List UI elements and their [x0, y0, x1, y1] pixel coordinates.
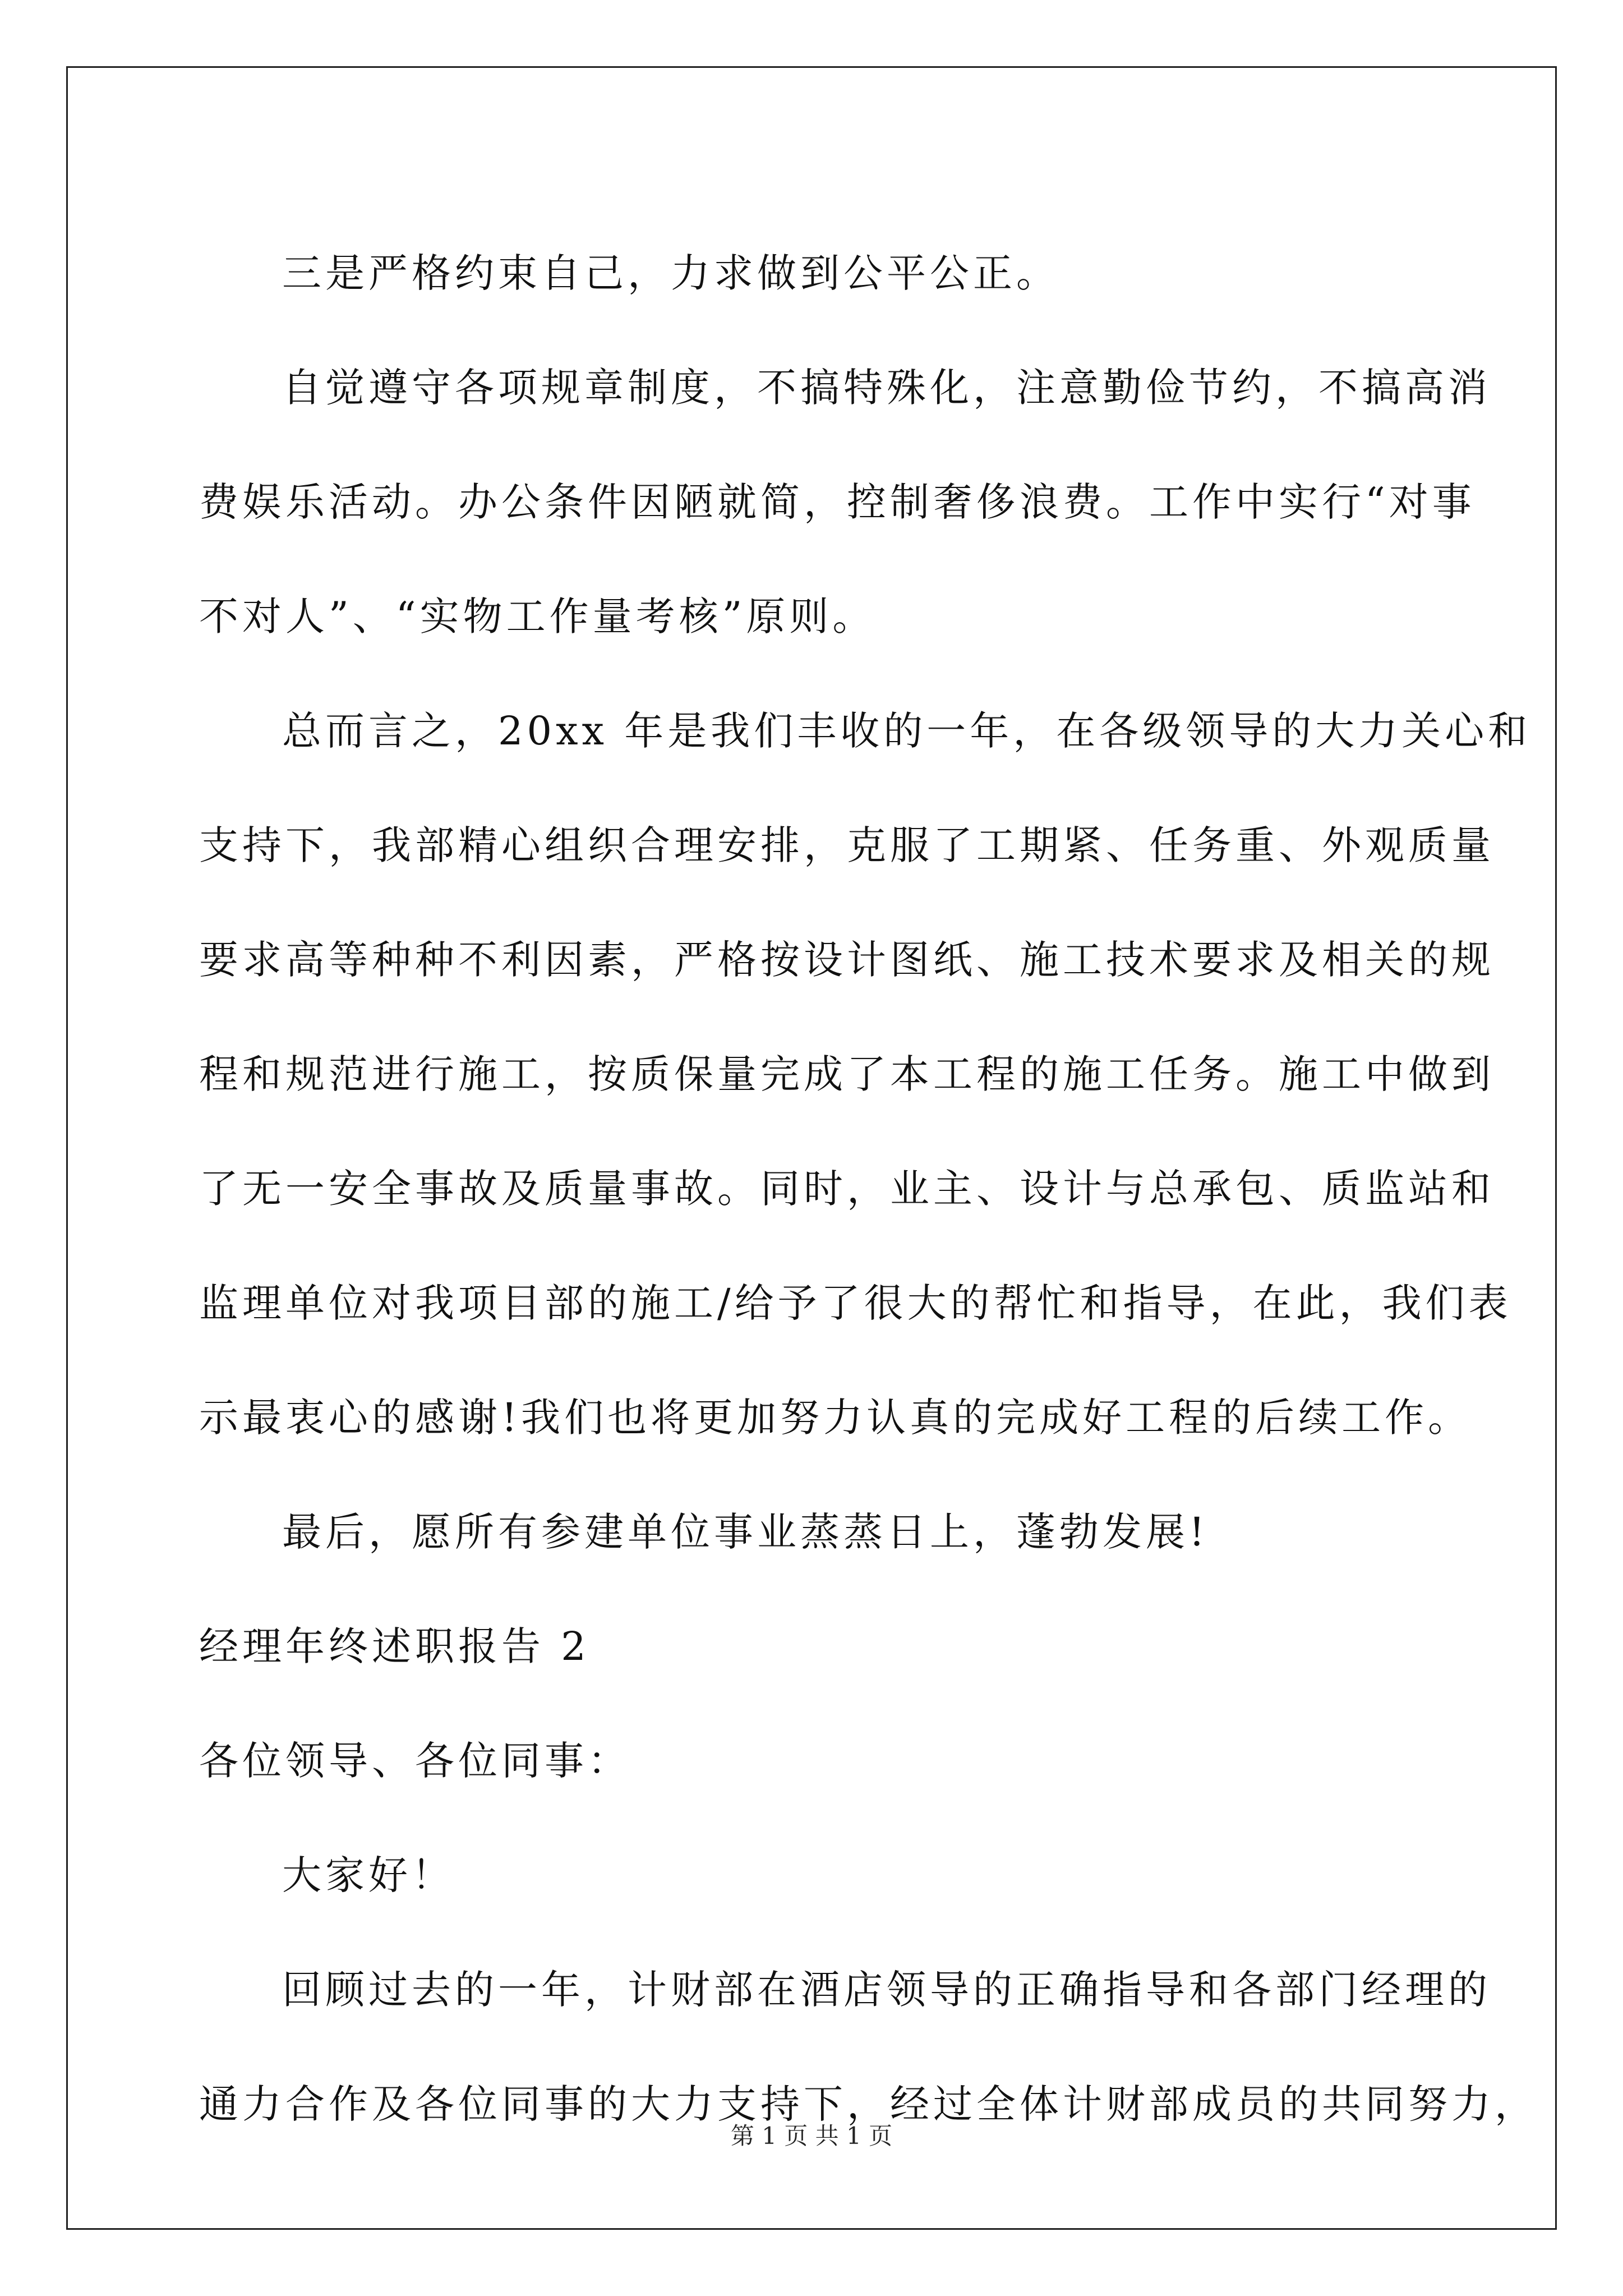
- paragraph-line: 要求高等种种不利因素，严格按设计图纸、施工技术要求及相关的规: [199, 937, 1495, 983]
- paragraph-line: 支持下，我部精心组织合理安排，克服了工期紧、任务重、外观质量: [199, 822, 1495, 868]
- paragraph-line: 监理单位对我项目部的施工/给予了很大的帮忙和指导，在此，我们表: [199, 1280, 1512, 1326]
- page-number-footer: 第 1 页 共 1 页: [730, 2122, 893, 2150]
- paragraph-line: 回顾过去的一年，计财部在酒店领导的正确指导和各部门经理的: [282, 1967, 1491, 2013]
- paragraph-line: 了无一安全事故及质量事故。同时，业主、设计与总承包、质监站和: [199, 1166, 1495, 1212]
- paragraph-line: 总而言之，20xx 年是我们丰收的一年，在各级领导的大力关心和: [282, 708, 1532, 754]
- paragraph-line: 三是严格约束自己，力求做到公平公正。: [282, 250, 1059, 296]
- paragraph-line: 费娱乐活动。办公条件因陋就简，控制奢侈浪费。工作中实行“对事: [199, 479, 1476, 525]
- paragraph-line: 示最衷心的感谢!我们也将更加努力认真的完成好工程的后续工作。: [199, 1395, 1472, 1441]
- salutation: 各位领导、各位同事：: [199, 1738, 631, 1784]
- paragraph-line: 自觉遵守各项规章制度，不搞特殊化，注意勤俭节约，不搞高消: [282, 365, 1491, 411]
- document-body: [199, 216, 1538, 2161]
- section-heading: 经理年终述职报告 2: [199, 1623, 590, 1669]
- paragraph-line: 程和规范进行施工，按质保量完成了本工程的施工任务。施工中做到: [199, 1051, 1495, 1097]
- greeting: 大家好！: [282, 1852, 455, 1898]
- paragraph-line: 不对人”、“实物工作量考核”原则。: [199, 593, 876, 639]
- paragraph-line: 通力合作及各位同事的大力支持下，经过全体计财部成员的共同努力，: [199, 2081, 1538, 2127]
- paragraph-line: 最后，愿所有参建单位事业蒸蒸日上，蓬勃发展!: [282, 1509, 1209, 1555]
